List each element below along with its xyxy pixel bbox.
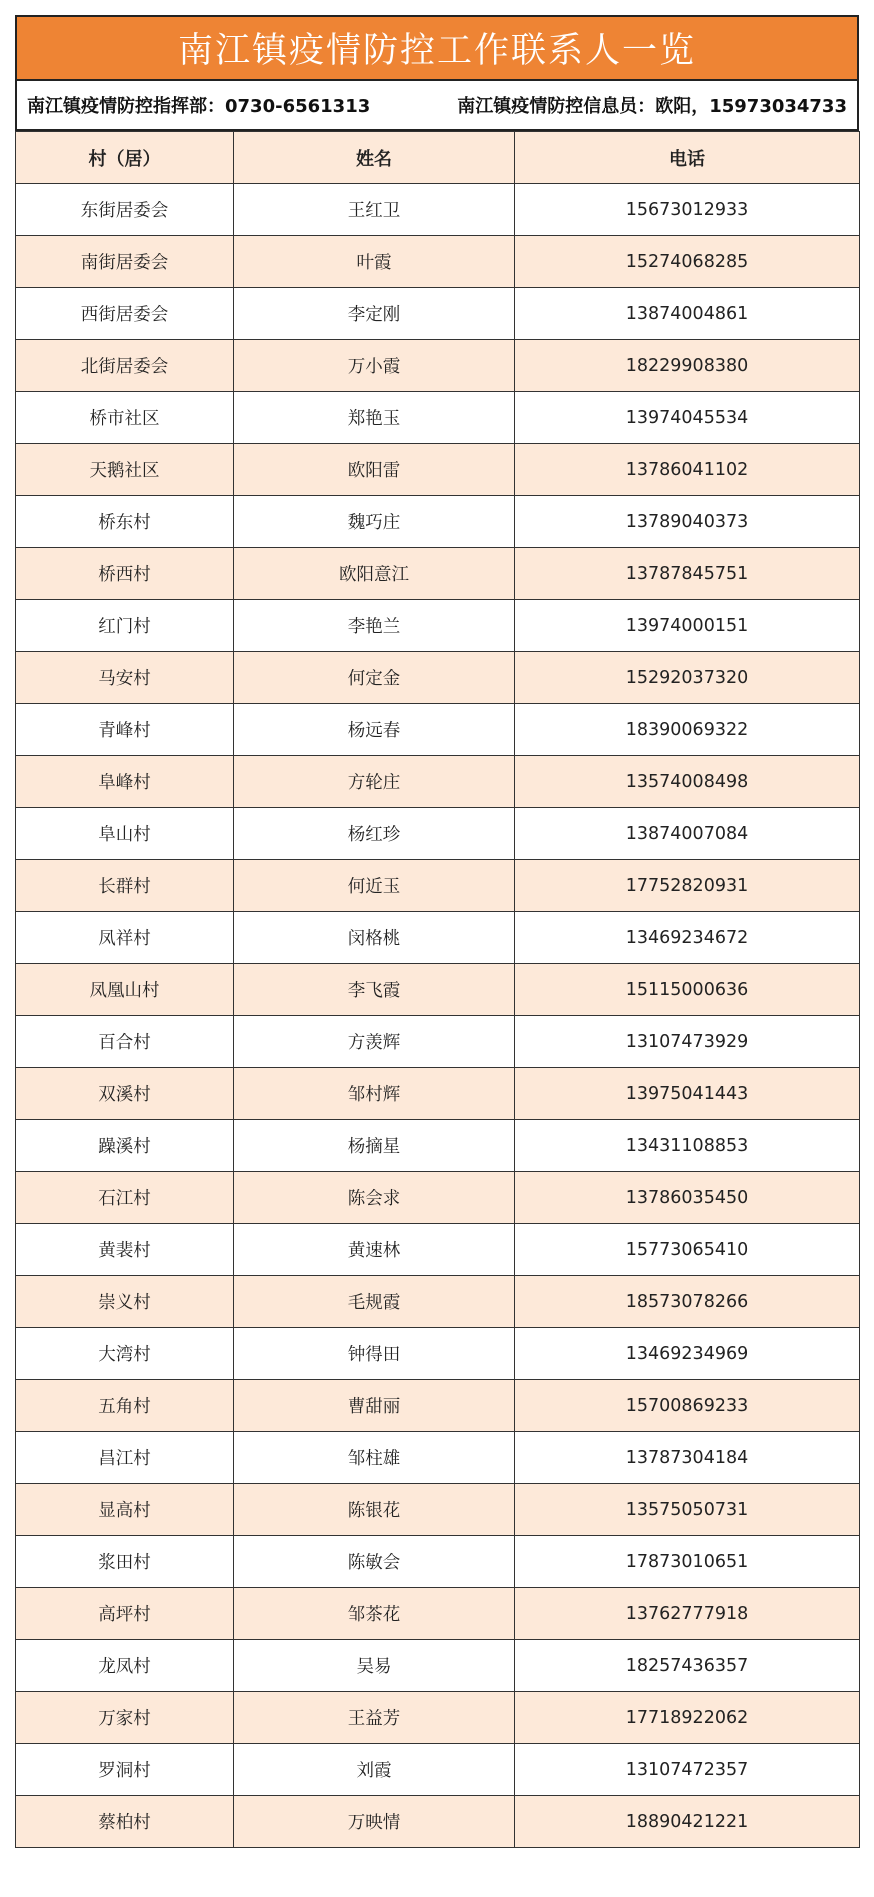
village-cell: 马安村 bbox=[16, 652, 234, 704]
table-row bbox=[16, 548, 860, 600]
table-row bbox=[16, 184, 860, 236]
table-row bbox=[16, 236, 860, 288]
contact-name-cell: 李飞霞 bbox=[234, 964, 515, 1016]
village-cell: 东街居委会 bbox=[16, 184, 234, 236]
village-cell: 百合村 bbox=[16, 1016, 234, 1068]
contact-name-cell: 万映情 bbox=[234, 1796, 515, 1848]
table-row bbox=[16, 1692, 860, 1744]
contact-name-cell: 欧阳雷 bbox=[234, 444, 515, 496]
village-cell: 大湾村 bbox=[16, 1328, 234, 1380]
village-cell: 凤凰山村 bbox=[16, 964, 234, 1016]
table-row bbox=[16, 496, 860, 548]
contact-name-cell: 杨摘星 bbox=[234, 1120, 515, 1172]
phone-cell: 17873010651 bbox=[515, 1536, 860, 1588]
page-title: 南江镇疫情防控工作联系人一览 bbox=[15, 15, 859, 79]
phone-cell: 17752820931 bbox=[515, 860, 860, 912]
table-row bbox=[16, 1120, 860, 1172]
contact-name-cell: 何定金 bbox=[234, 652, 515, 704]
contact-name-cell: 陈敏会 bbox=[234, 1536, 515, 1588]
info-officer: 南江镇疫情防控信息员：欧阳，15973034733 bbox=[457, 96, 847, 117]
phone-cell: 13975041443 bbox=[515, 1068, 860, 1120]
phone-cell: 13762777918 bbox=[515, 1588, 860, 1640]
contact-name-cell: 李定刚 bbox=[234, 288, 515, 340]
village-cell: 黄裴村 bbox=[16, 1224, 234, 1276]
contact-name-cell: 邹柱雄 bbox=[234, 1432, 515, 1484]
village-cell: 蔡柏村 bbox=[16, 1796, 234, 1848]
phone-cell: 15773065410 bbox=[515, 1224, 860, 1276]
info-bar bbox=[15, 79, 859, 131]
village-cell: 南街居委会 bbox=[16, 236, 234, 288]
phone-cell: 15673012933 bbox=[515, 184, 860, 236]
village-cell: 青峰村 bbox=[16, 704, 234, 756]
table-row bbox=[16, 392, 860, 444]
phone-cell: 13107472357 bbox=[515, 1744, 860, 1796]
contact-name-cell: 王益芳 bbox=[234, 1692, 515, 1744]
table-row bbox=[16, 1276, 860, 1328]
contact-name-cell: 邹茶花 bbox=[234, 1588, 515, 1640]
table-row bbox=[16, 1328, 860, 1380]
table-row bbox=[16, 288, 860, 340]
phone-cell: 13789040373 bbox=[515, 496, 860, 548]
contact-name-cell: 毛规霞 bbox=[234, 1276, 515, 1328]
table-row bbox=[16, 808, 860, 860]
table-row bbox=[16, 600, 860, 652]
phone-cell: 13431108853 bbox=[515, 1120, 860, 1172]
table-row bbox=[16, 704, 860, 756]
contact-sheet bbox=[15, 15, 859, 1848]
village-cell: 昌江村 bbox=[16, 1432, 234, 1484]
village-cell: 五角村 bbox=[16, 1380, 234, 1432]
phone-cell: 18390069322 bbox=[515, 704, 860, 756]
phone-cell: 13787304184 bbox=[515, 1432, 860, 1484]
contact-name-cell: 陈会求 bbox=[234, 1172, 515, 1224]
village-cell: 浆田村 bbox=[16, 1536, 234, 1588]
table-row bbox=[16, 1484, 860, 1536]
contact-table bbox=[15, 131, 860, 1848]
village-cell: 万家村 bbox=[16, 1692, 234, 1744]
village-cell: 躁溪村 bbox=[16, 1120, 234, 1172]
phone-cell: 13469234672 bbox=[515, 912, 860, 964]
village-cell: 阜山村 bbox=[16, 808, 234, 860]
column-header-phone: 电话 bbox=[515, 132, 860, 184]
village-cell: 龙凤村 bbox=[16, 1640, 234, 1692]
contact-name-cell: 闵格桃 bbox=[234, 912, 515, 964]
phone-cell: 18573078266 bbox=[515, 1276, 860, 1328]
contact-name-cell: 欧阳意江 bbox=[234, 548, 515, 600]
contact-name-cell: 方轮庄 bbox=[234, 756, 515, 808]
contact-name-cell: 陈银花 bbox=[234, 1484, 515, 1536]
phone-cell: 18229908380 bbox=[515, 340, 860, 392]
table-row bbox=[16, 1172, 860, 1224]
contact-name-cell: 钟得田 bbox=[234, 1328, 515, 1380]
phone-cell: 13107473929 bbox=[515, 1016, 860, 1068]
contact-name-cell: 杨红珍 bbox=[234, 808, 515, 860]
village-cell: 桥东村 bbox=[16, 496, 234, 548]
phone-cell: 15274068285 bbox=[515, 236, 860, 288]
phone-cell: 18890421221 bbox=[515, 1796, 860, 1848]
village-cell: 凤祥村 bbox=[16, 912, 234, 964]
column-header-name: 姓名 bbox=[234, 132, 515, 184]
phone-cell: 13974000151 bbox=[515, 600, 860, 652]
village-cell: 罗洞村 bbox=[16, 1744, 234, 1796]
table-row bbox=[16, 1380, 860, 1432]
command-hotline: 南江镇疫情防控指挥部：0730-6561313 bbox=[27, 96, 371, 117]
phone-cell: 18257436357 bbox=[515, 1640, 860, 1692]
table-row bbox=[16, 860, 860, 912]
contact-name-cell: 邹村辉 bbox=[234, 1068, 515, 1120]
contact-name-cell: 叶霞 bbox=[234, 236, 515, 288]
contact-name-cell: 刘霞 bbox=[234, 1744, 515, 1796]
table-row bbox=[16, 1640, 860, 1692]
phone-cell: 15292037320 bbox=[515, 652, 860, 704]
contact-name-cell: 吴易 bbox=[234, 1640, 515, 1692]
table-row bbox=[16, 756, 860, 808]
village-cell: 双溪村 bbox=[16, 1068, 234, 1120]
table-row bbox=[16, 1796, 860, 1848]
table-row bbox=[16, 912, 860, 964]
contact-name-cell: 黄速林 bbox=[234, 1224, 515, 1276]
table-row bbox=[16, 652, 860, 704]
phone-cell: 13574008498 bbox=[515, 756, 860, 808]
contact-name-cell: 何近玉 bbox=[234, 860, 515, 912]
contact-name-cell: 李艳兰 bbox=[234, 600, 515, 652]
contact-name-cell: 杨远春 bbox=[234, 704, 515, 756]
table-row bbox=[16, 1016, 860, 1068]
village-cell: 显高村 bbox=[16, 1484, 234, 1536]
table-row bbox=[16, 444, 860, 496]
table-row bbox=[16, 1224, 860, 1276]
village-cell: 天鹅社区 bbox=[16, 444, 234, 496]
village-cell: 高坪村 bbox=[16, 1588, 234, 1640]
village-cell: 西街居委会 bbox=[16, 288, 234, 340]
village-cell: 长群村 bbox=[16, 860, 234, 912]
contact-name-cell: 万小霞 bbox=[234, 340, 515, 392]
village-cell: 北街居委会 bbox=[16, 340, 234, 392]
contact-name-cell: 魏巧庄 bbox=[234, 496, 515, 548]
column-header-village: 村（居） bbox=[16, 132, 234, 184]
contact-name-cell: 王红卫 bbox=[234, 184, 515, 236]
phone-cell: 15115000636 bbox=[515, 964, 860, 1016]
phone-cell: 17718922062 bbox=[515, 1692, 860, 1744]
table-row bbox=[16, 1068, 860, 1120]
table-row bbox=[16, 1536, 860, 1588]
village-cell: 桥西村 bbox=[16, 548, 234, 600]
village-cell: 石江村 bbox=[16, 1172, 234, 1224]
phone-cell: 13974045534 bbox=[515, 392, 860, 444]
phone-cell: 13874007084 bbox=[515, 808, 860, 860]
village-cell: 红门村 bbox=[16, 600, 234, 652]
contact-name-cell: 郑艳玉 bbox=[234, 392, 515, 444]
phone-cell: 13786035450 bbox=[515, 1172, 860, 1224]
phone-cell: 13469234969 bbox=[515, 1328, 860, 1380]
table-header-row bbox=[16, 132, 860, 184]
table-row bbox=[16, 1744, 860, 1796]
phone-cell: 13786041102 bbox=[515, 444, 860, 496]
contact-name-cell: 方羡辉 bbox=[234, 1016, 515, 1068]
village-cell: 崇义村 bbox=[16, 1276, 234, 1328]
table-row bbox=[16, 1588, 860, 1640]
phone-cell: 13575050731 bbox=[515, 1484, 860, 1536]
table-row bbox=[16, 964, 860, 1016]
table-row bbox=[16, 1432, 860, 1484]
contact-name-cell: 曹甜丽 bbox=[234, 1380, 515, 1432]
phone-cell: 13787845751 bbox=[515, 548, 860, 600]
village-cell: 阜峰村 bbox=[16, 756, 234, 808]
table-row bbox=[16, 340, 860, 392]
village-cell: 桥市社区 bbox=[16, 392, 234, 444]
phone-cell: 13874004861 bbox=[515, 288, 860, 340]
phone-cell: 15700869233 bbox=[515, 1380, 860, 1432]
